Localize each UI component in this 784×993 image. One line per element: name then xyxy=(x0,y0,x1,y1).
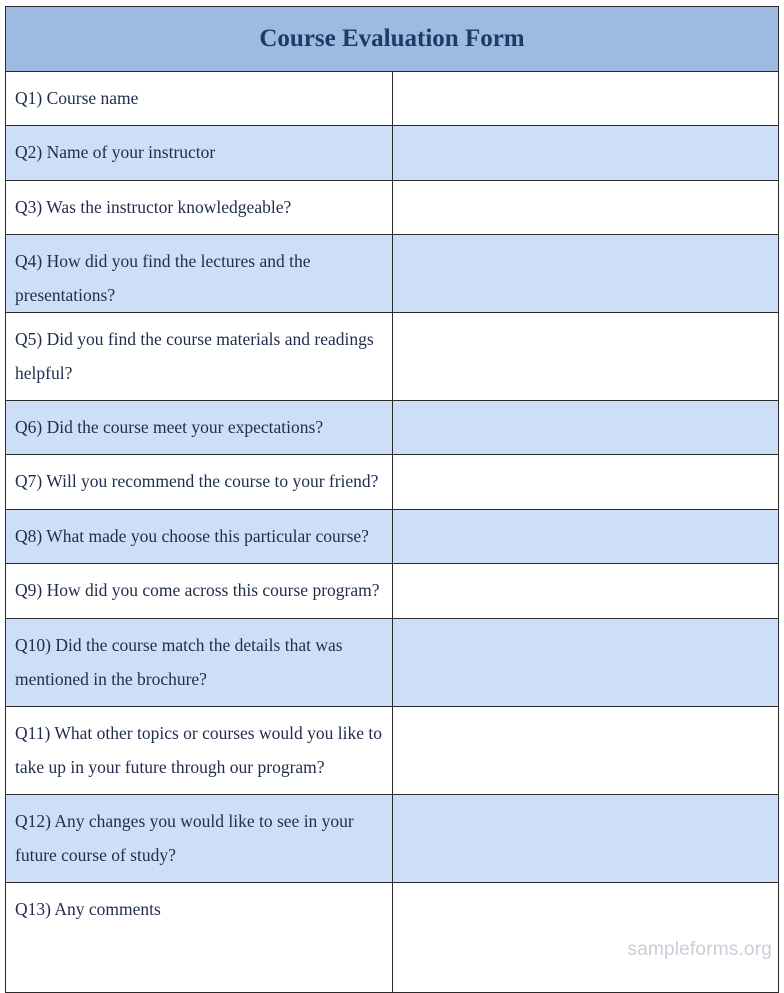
form-title: Course Evaluation Form xyxy=(6,7,779,72)
question-label-7: Q7) Will you recommend the course to your friend? xyxy=(6,455,393,510)
course-evaluation-form xyxy=(5,6,779,993)
question-row-7 xyxy=(6,455,779,510)
question-label-3: Q3) Was the instructor knowledgeable? xyxy=(6,181,393,235)
question-label-9: Q9) How did you come across this course program? xyxy=(6,564,393,619)
question-row-4 xyxy=(6,235,779,313)
question-label-4: Q4) How did you find the lectures and the presentations? xyxy=(6,235,393,313)
question-row-5 xyxy=(6,313,779,401)
answer-field-7[interactable] xyxy=(392,455,779,510)
answer-field-2[interactable] xyxy=(392,126,779,181)
form-header-row xyxy=(6,7,779,72)
question-label-8: Q8) What made you choose this particular course? xyxy=(6,510,393,564)
question-row-6 xyxy=(6,401,779,455)
question-row-11 xyxy=(6,707,779,795)
question-label-11: Q11) What other topics or courses would you like to take up in your future through our program? xyxy=(6,707,393,795)
question-label-10: Q10) Did the course match the details that was mentioned in the brochure? xyxy=(6,619,393,707)
watermark: sampleforms.org xyxy=(627,939,772,960)
question-row-2 xyxy=(6,126,779,181)
question-row-1 xyxy=(6,72,779,126)
answer-field-10[interactable] xyxy=(392,619,779,707)
question-label-6: Q6) Did the course meet your expectations? xyxy=(6,401,393,455)
answer-field-1[interactable] xyxy=(392,72,779,126)
question-row-10 xyxy=(6,619,779,707)
question-row-13 xyxy=(6,883,779,993)
answer-field-5[interactable] xyxy=(392,313,779,401)
question-label-13: Q13) Any comments xyxy=(6,883,393,993)
answer-field-11[interactable] xyxy=(392,707,779,795)
answer-field-8[interactable] xyxy=(392,510,779,564)
answer-field-3[interactable] xyxy=(392,181,779,235)
answer-field-6[interactable] xyxy=(392,401,779,455)
question-row-3 xyxy=(6,181,779,235)
answer-field-12[interactable] xyxy=(392,795,779,883)
question-row-8 xyxy=(6,510,779,564)
question-label-12: Q12) Any changes you would like to see in your future course of study? xyxy=(6,795,393,883)
question-label-5: Q5) Did you find the course materials and readings helpful? xyxy=(6,313,393,401)
question-row-12 xyxy=(6,795,779,883)
question-label-2: Q2) Name of your instructor xyxy=(6,126,393,181)
answer-field-13[interactable] xyxy=(392,883,779,993)
answer-field-4[interactable] xyxy=(392,235,779,313)
answer-field-9[interactable] xyxy=(392,564,779,619)
question-row-9 xyxy=(6,564,779,619)
question-label-1: Q1) Course name xyxy=(6,72,393,126)
